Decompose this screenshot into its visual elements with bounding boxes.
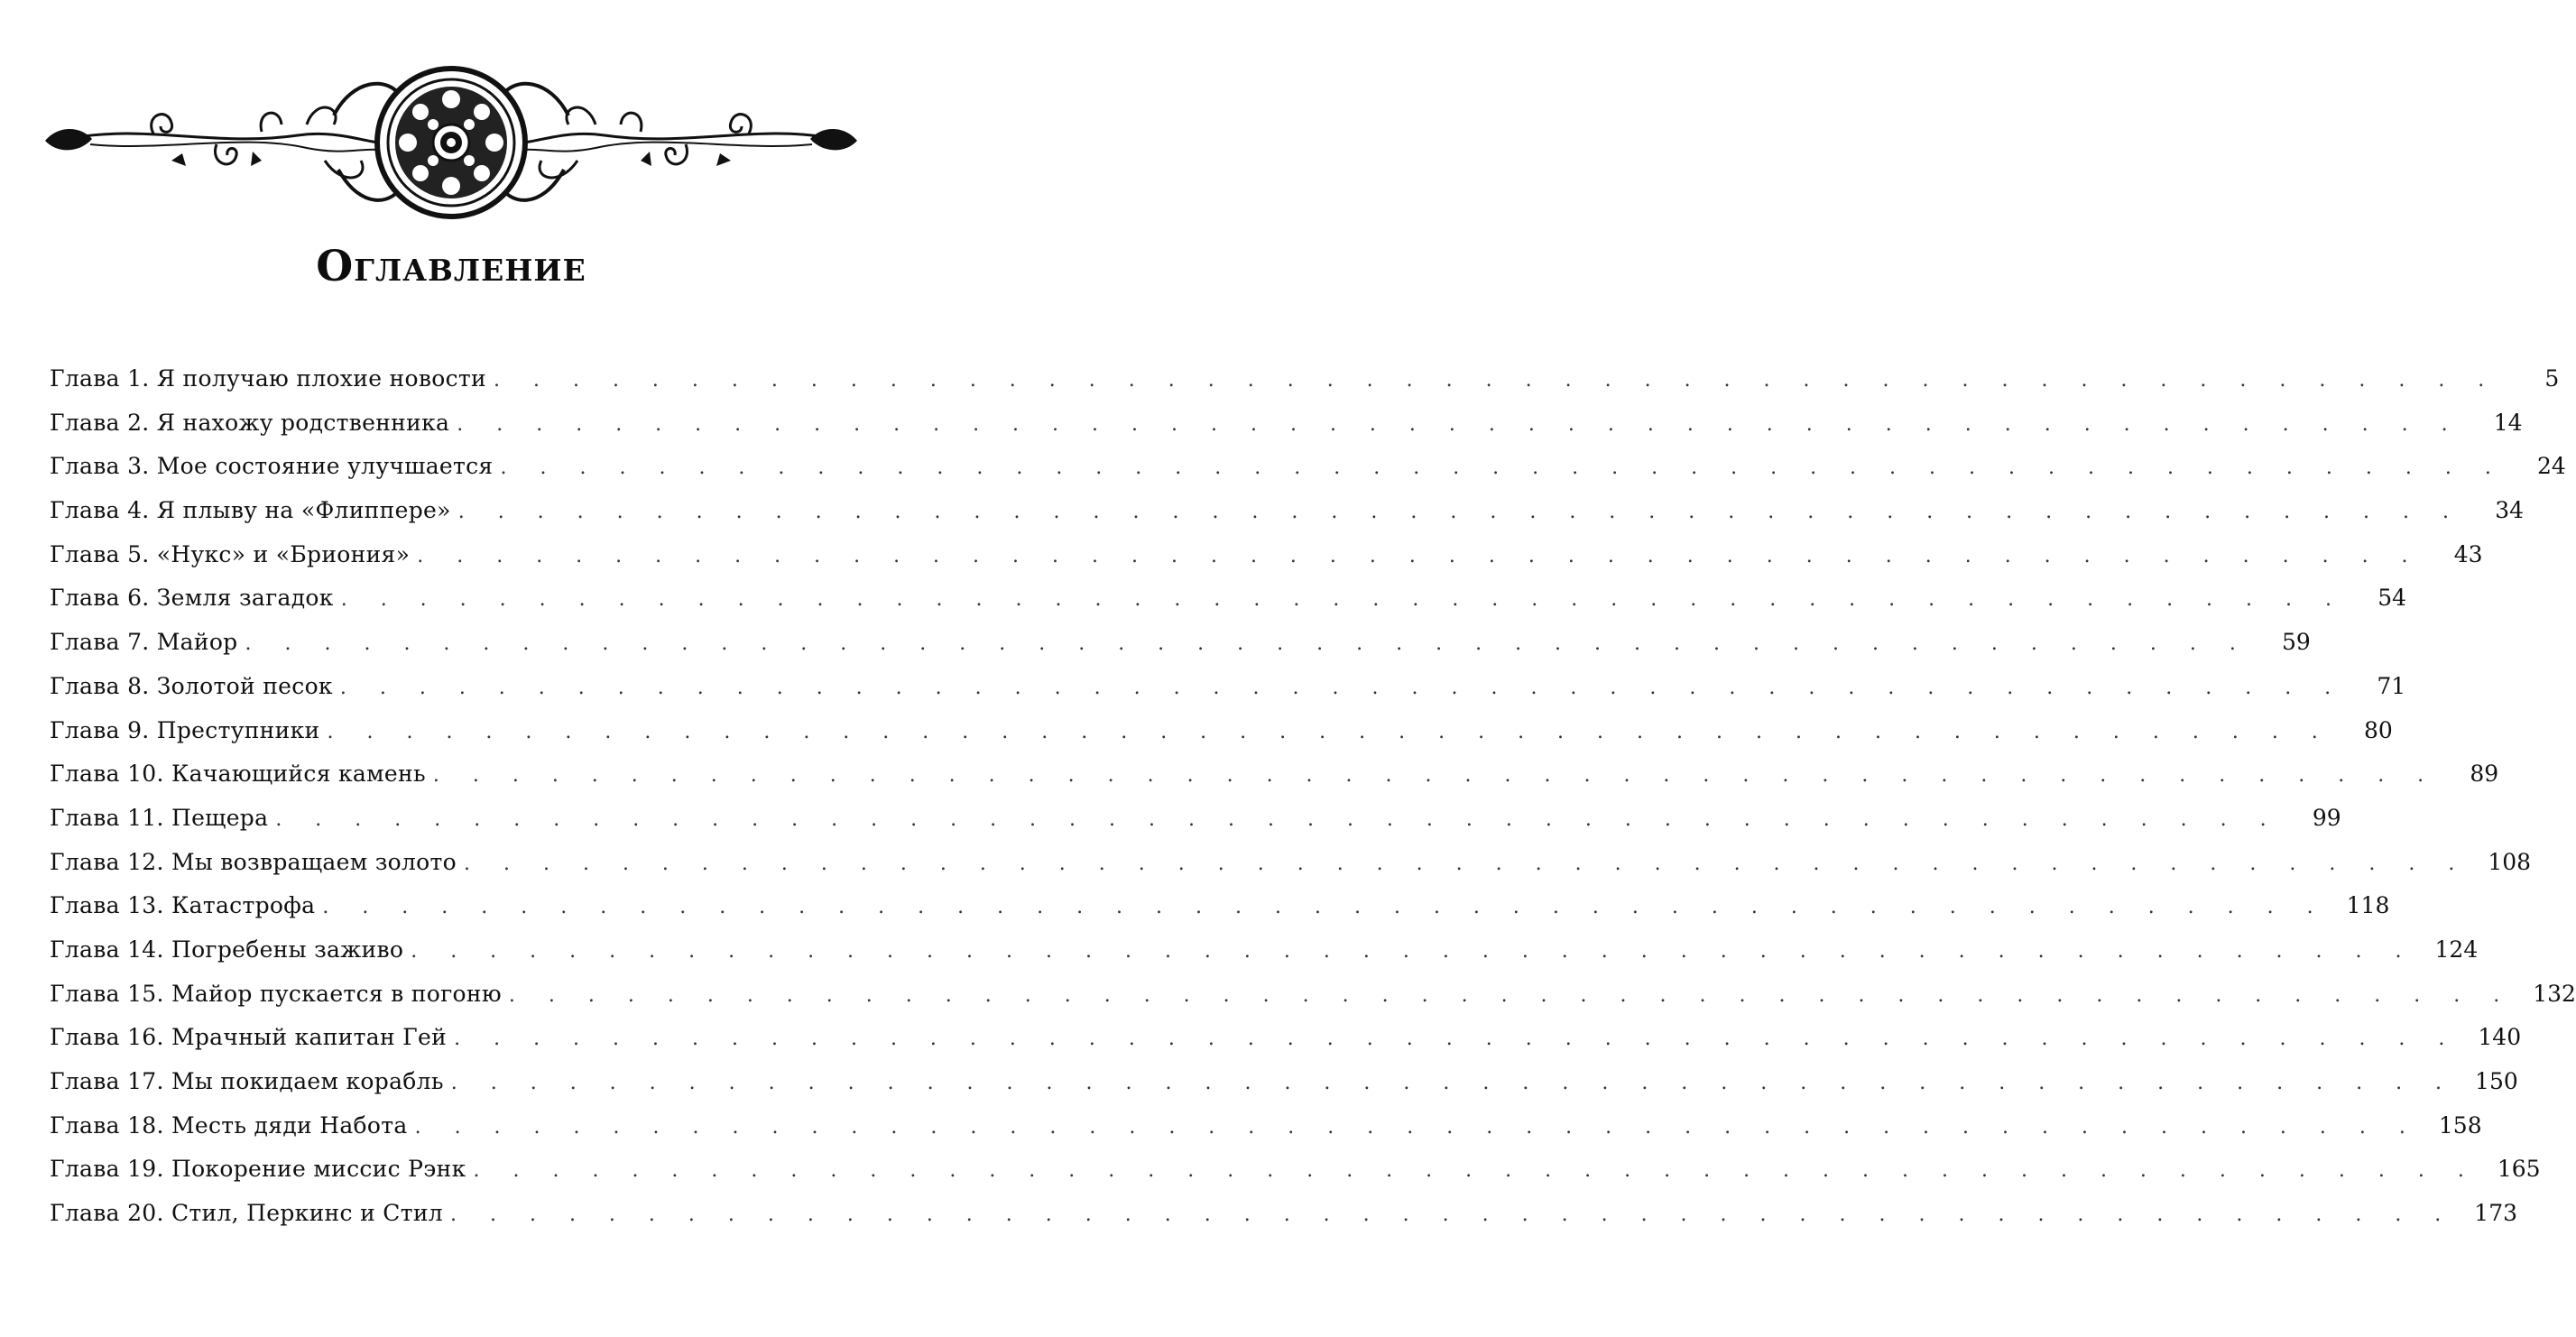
toc-entry-page-number: 59 (2282, 629, 2311, 656)
toc-entry[interactable] (50, 928, 2479, 973)
toc-entry[interactable] (50, 752, 2499, 797)
toc-entry[interactable] (50, 973, 2576, 1017)
toc-dot-leader: . . . . . . . . . . . . . . . . . . . . . . . . . . . . . . . . . . . . . . . . . . . . . . . . . . . (450, 1072, 2456, 1094)
toc-entry[interactable] (50, 1060, 2518, 1104)
toc-entry[interactable] (50, 357, 2560, 401)
toc-entry[interactable] (50, 489, 2525, 533)
toc-dot-leader: . . . . . . . . . . . . . . . . . . . . . . . . . . . . . . . . . . . . . . . . . . . . . . . . . . . (245, 632, 2249, 656)
toc-entry-title: Глава 14. Погребены заживо (50, 936, 404, 963)
toc-entry-title: Глава 4. Я плыву на «Флиппере» (50, 497, 451, 524)
toc-entry-title: Глава 6. Земля загадок (50, 585, 334, 612)
toc-entry-title: Глава 8. Золотой песок (50, 672, 333, 699)
toc-dot-leader: . . . . . . . . . . . . . . . . . . . . . . . . . . . . . . . . . . . . . . . . . . . . . . . . . . . (449, 1203, 2455, 1227)
toc-dot-leader: . . . . . . . . . . . . . . . . . . . . . . . . . . . . . . . . . . . . . . . . . . . . . . . . . . . (414, 1115, 2419, 1139)
toc-dot-leader: . . . . . . . . . . . . . . . . . . . . . . . . . . . . . . . . . . . . . . . . . . . . . . . . . . . (322, 896, 2327, 919)
toc-entry-page-number: 118 (2346, 892, 2390, 919)
toc-entry-title: Глава 5. «Нукс» и «Бриония» (50, 540, 411, 567)
toc-entry[interactable] (50, 841, 2532, 885)
toc-entry-page-number: 14 (2493, 409, 2523, 436)
toc-dot-leader: . . . . . . . . . . . . . . . . . . . . . . . . . . . . . . . . . . . . . . . . . . . . . . . . . . . (327, 720, 2331, 743)
toc-entry[interactable] (50, 884, 2390, 928)
table-of-contents (50, 357, 2576, 1236)
toc-entry-title: Глава 10. Качающийся камень (50, 761, 426, 788)
toc-entry-title: Глава 18. Месть дяди Набота (50, 1111, 408, 1139)
toc-entry-page-number: 71 (2377, 672, 2406, 699)
toc-dot-leader: . . . . . . . . . . . . . . . . . . . . . . . . . . . . . . . . . . . . . . . . . . . . . . . . . . . (457, 412, 2461, 436)
toc-entry-page-number: 99 (2312, 804, 2341, 831)
toc-entry-title: Глава 17. Мы покидаем корабль (50, 1068, 444, 1094)
toc-entry[interactable] (50, 797, 2341, 841)
toc-entry-page-number: 54 (2377, 585, 2407, 612)
toc-dot-leader: . . . . . . . . . . . . . . . . . . . . . . . . . . . . . . . . . . . . . . . . . . . . . . . . . . . (432, 764, 2438, 788)
toc-entry-title: Глава 7. Майор (50, 629, 238, 656)
toc-entry[interactable] (50, 445, 2566, 489)
toc-entry-page-number: 150 (2475, 1068, 2518, 1094)
toc-entry-page-number: 173 (2474, 1200, 2518, 1227)
toc-dot-leader: . . . . . . . . . . . . . . . . . . . . . . . . . . . . . . . . . . . . . . . . . . . . . . . . . . . (275, 807, 2280, 831)
toc-entry-title: Глава 3. Мое состояние улучшается (50, 453, 494, 480)
toc-entry[interactable] (50, 1016, 2522, 1060)
toc-dot-leader: . . . . . . . . . . . . . . . . . . . . . . . . . . . . . . . . . . . . . . . . . . . . . . . . . . . (411, 939, 2415, 963)
toc-entry[interactable] (50, 1148, 2541, 1192)
toc-entry-title: Глава 19. Покорение миссис Рэнк (50, 1156, 466, 1183)
toc-entry-page-number: 165 (2497, 1156, 2541, 1183)
toc-entry[interactable] (50, 1192, 2518, 1236)
toc-entry-title: Глава 1. Я получаю плохие новости (50, 365, 486, 392)
toc-entry-page-number: 89 (2470, 761, 2499, 788)
toc-dot-leader: . . . . . . . . . . . . . . . . . . . . . . . . . . . . . . . . . . . . . . . . . . . . . . . . . . . (339, 676, 2345, 699)
circular-rosette-ornament-icon (36, 61, 866, 228)
toc-entry[interactable] (50, 576, 2407, 621)
toc-dot-leader: . . . . . . . . . . . . . . . . . . . . . . . . . . . . . . . . . . . . . . . . . . . . . . . . . . . (493, 369, 2498, 392)
toc-dot-leader: . . . . . . . . . . . . . . . . . . . . . . . . . . . . . . . . . . . . . . . . . . . . . . . . . . . (473, 1159, 2478, 1183)
toc-dot-leader: . . . . . . . . . . . . . . . . . . . . . . . . . . . . . . . . . . . . . . . . . . . . . . . . . . . (340, 588, 2346, 612)
toc-entry-page-number: 132 (2533, 980, 2576, 1007)
toc-dot-leader: . . . . . . . . . . . . . . . . . . . . . . . . . . . . . . . . . . . . . . . . . . . . . . . . . . . (454, 1028, 2459, 1051)
toc-entry[interactable] (50, 665, 2406, 709)
toc-dot-leader: . . . . . . . . . . . . . . . . . . . . . . . . . . . . . . . . . . . . . . . . . . . . . . . . . . . (508, 983, 2514, 1007)
toc-entry[interactable] (50, 533, 2483, 577)
toc-entry-title: Глава 16. Мрачный капитан Гей (50, 1024, 448, 1051)
toc-entry-page-number: 108 (2488, 848, 2532, 875)
toc-entry-title: Глава 13. Катастрофа (50, 892, 316, 919)
toc-entry-page-number: 24 (2537, 453, 2566, 480)
toc-entry-page-number: 140 (2478, 1024, 2522, 1051)
toc-entry-page-number: 158 (2438, 1111, 2482, 1139)
toc-entry-title: Глава 11. Пещера (50, 804, 269, 831)
toc-dot-leader: . . . . . . . . . . . . . . . . . . . . . . . . . . . . . . . . . . . . . . . . . . . . . . . . . . . (417, 544, 2422, 567)
toc-entry[interactable] (50, 401, 2523, 446)
toc-entry-page-number: 124 (2434, 936, 2479, 963)
toc-dot-leader: . . . . . . . . . . . . . . . . . . . . . . . . . . . . . . . . . . . . . . . . . . . . . . . . . . . (500, 456, 2505, 480)
toc-entry[interactable] (50, 709, 2393, 753)
toc-entry-title: Глава 12. Мы возвращаем золото (50, 848, 457, 875)
toc-entry[interactable] (50, 621, 2311, 665)
toc-entry-title: Глава 15. Майор пускается в погоню (50, 980, 502, 1007)
toc-entry-page-number: 80 (2363, 716, 2393, 743)
toc-entry-title: Глава 20. Стил, Перкинс и Стил (50, 1200, 443, 1227)
toc-entry[interactable] (50, 1104, 2482, 1148)
toc-dot-leader: . . . . . . . . . . . . . . . . . . . . . . . . . . . . . . . . . . . . . . . . . . . . . . . . . . . (464, 852, 2469, 875)
toc-entry-title: Глава 2. Я нахожу родственника (50, 409, 450, 436)
toc-entry-page-number: 34 (2495, 497, 2525, 524)
toc-entry-title: Глава 9. Преступники (50, 716, 320, 743)
toc-entry-page-number: 43 (2453, 540, 2483, 567)
page-title: Оглавление (316, 242, 586, 291)
toc-entry-page-number: 5 (2544, 365, 2560, 392)
toc-dot-leader: . . . . . . . . . . . . . . . . . . . . . . . . . . . . . . . . . . . . . . . . . . . . . . . . . . . (457, 501, 2463, 524)
